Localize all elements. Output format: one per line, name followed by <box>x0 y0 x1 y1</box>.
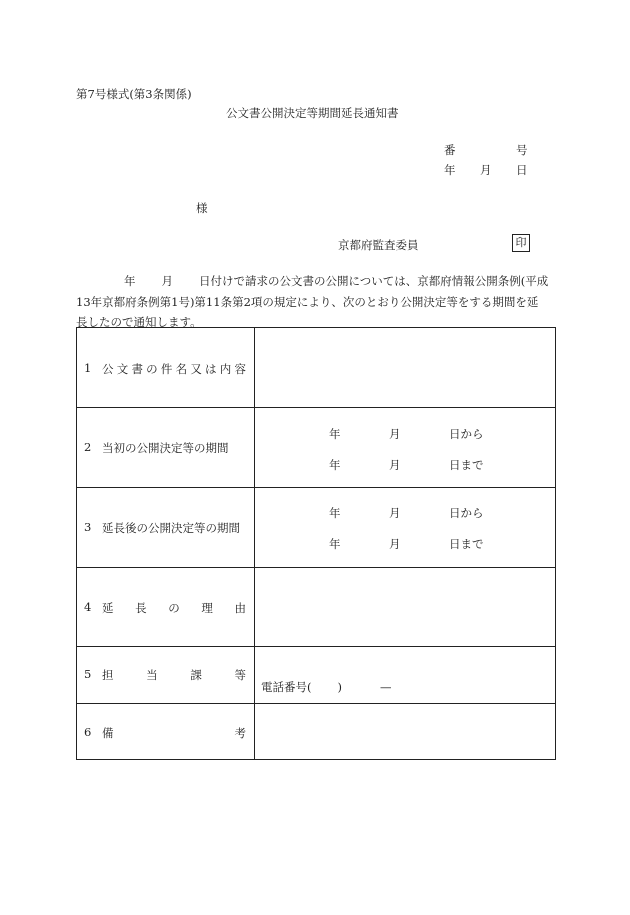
body-year: 年 <box>124 274 136 288</box>
body-line-3: 長したので通知します。 <box>76 315 202 329</box>
remarks-field[interactable] <box>255 704 556 760</box>
number-label: 番 <box>444 143 456 157</box>
row-label <box>77 328 255 408</box>
body-line-1-text: 日付けで請求の公文書の公開については、京都府情報公開条例(平成 <box>199 274 549 288</box>
sender-name: 京都府監査委員 <box>338 238 419 252</box>
row-label <box>77 408 255 488</box>
date-year-label: 年 <box>444 163 456 177</box>
table-row <box>77 704 556 760</box>
notice-table <box>76 327 556 760</box>
row-label <box>77 647 255 704</box>
row-label-text: 延長後の公開決定等の期間 <box>102 521 240 535</box>
seal-stamp: 印 <box>512 234 530 252</box>
date-month-label: 月 <box>480 163 492 177</box>
table-row <box>77 328 556 408</box>
row-label-text: 担 当 課 等 <box>102 668 246 682</box>
addressee-suffix: 様 <box>196 201 208 215</box>
reason-field[interactable] <box>255 568 556 647</box>
row-number: 1 <box>84 361 92 375</box>
row-number: 5 <box>84 667 92 681</box>
row-label <box>77 704 255 760</box>
row-number: 4 <box>84 600 92 614</box>
subject-field[interactable] <box>255 328 556 408</box>
original-period-field[interactable]: 年 月 日から 年 月 日まで <box>255 408 556 488</box>
table-row <box>77 408 556 488</box>
body-line-1 <box>84 271 554 292</box>
notice-body <box>76 271 554 333</box>
row-label <box>77 488 255 568</box>
row-number: 3 <box>84 520 92 534</box>
body-line-2: 13年京都府条例第1号)第11条第2項の規定により、次のとおり公開決定等をする期間を延 <box>76 294 539 309</box>
row-label <box>77 568 255 647</box>
row-number: 6 <box>84 725 92 739</box>
table-row <box>77 647 556 704</box>
row-label-text: 公 文 書 の 件 名 又 は 内 容 <box>102 362 246 376</box>
row-label-text: 延 長 の 理 由 <box>102 601 246 615</box>
table-row <box>77 568 556 647</box>
phone-number: 電話番号( ) — <box>261 680 392 694</box>
extended-period-field[interactable]: 年 月 日から 年 月 日まで <box>255 488 556 568</box>
document-title: 公文書公開決定等期間延長通知書 <box>226 106 399 120</box>
row-number: 2 <box>84 440 92 454</box>
table-row <box>77 488 556 568</box>
row-label-text: 備 考 <box>102 726 246 740</box>
row-label-text: 当初の公開決定等の期間 <box>102 441 229 455</box>
department-field[interactable] <box>255 647 556 704</box>
body-month: 月 <box>161 274 173 288</box>
form-number: 第7号様式(第3条関係) <box>76 87 192 101</box>
date-day-label: 日 <box>516 163 528 177</box>
number-suffix: 号 <box>516 143 528 157</box>
